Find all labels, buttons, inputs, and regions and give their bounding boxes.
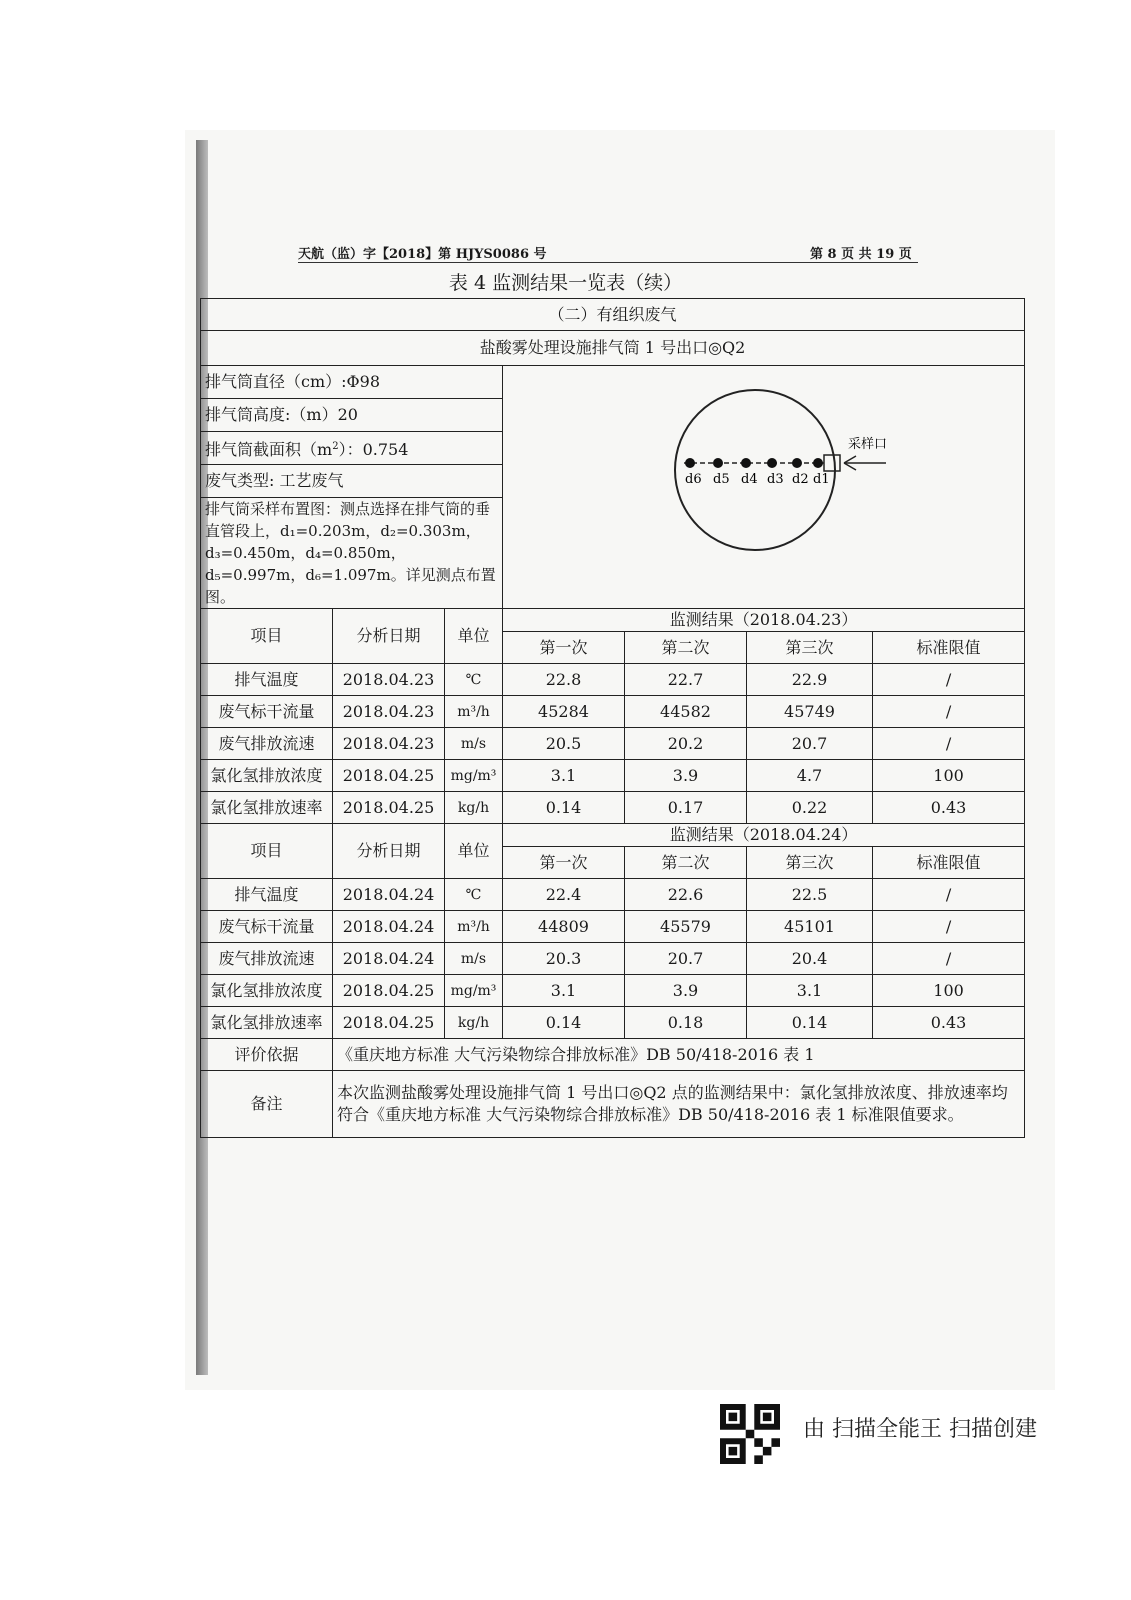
table-row — [201, 696, 1025, 728]
limit-cell: / — [873, 943, 1025, 975]
table-row — [201, 879, 1025, 911]
item-cell: 氯化氢排放速率 — [201, 1007, 333, 1039]
sampling-point-label: d6 — [684, 472, 702, 487]
remark-text: 本次监测盐酸雾处理设施排气筒 1 号出口◎Q2 点的监测结果中：氯化氢排放浓度、排放速率均符合《重庆地方标准 大气污染物综合排放标准》DB 50/418-2016 表 1 标准限值要求。 — [333, 1071, 1025, 1138]
item-cell: 废气标干流量 — [201, 911, 333, 943]
limit-cell: / — [873, 911, 1025, 943]
second-value-cell: 22.7 — [625, 664, 747, 696]
date-cell: 2018.04.25 — [333, 1007, 445, 1039]
limit-cell: / — [873, 696, 1025, 728]
result-heading: 监测结果（2018.04.23） — [503, 609, 1025, 632]
sampling-point-dot — [767, 458, 777, 468]
unit-cell: m/s — [445, 943, 503, 975]
sampling-port-box — [824, 455, 840, 471]
sampling-port-label: 采样口 — [847, 437, 887, 452]
stack-area — [201, 432, 503, 465]
first-value-cell: 3.1 — [503, 760, 625, 792]
col-item-header: 项目 — [201, 824, 333, 879]
unit-cell: m/s — [445, 728, 503, 760]
item-cell: 废气标干流量 — [201, 696, 333, 728]
third-value-cell: 20.7 — [747, 728, 873, 760]
second-value-cell: 3.9 — [625, 760, 747, 792]
third-value-cell: 45749 — [747, 696, 873, 728]
second-value-cell: 0.17 — [625, 792, 747, 824]
stack-height: 排气筒高度:（m）20 — [201, 399, 503, 432]
col-date-header: 分析日期 — [333, 824, 445, 879]
first-value-cell: 0.14 — [503, 792, 625, 824]
stack-area-suffix: ）：0.754 — [338, 439, 409, 459]
sampling-point-dot — [792, 458, 802, 468]
col-third-header: 第三次 — [747, 632, 873, 664]
scanner-watermark: 由 扫描全能王 扫描创建 — [803, 1417, 1037, 1442]
first-value-cell: 45284 — [503, 696, 625, 728]
sampling-point-label: d3 — [766, 472, 784, 487]
limit-cell: / — [873, 879, 1025, 911]
third-value-cell: 22.9 — [747, 664, 873, 696]
date-cell: 2018.04.23 — [333, 728, 445, 760]
col-third-header: 第三次 — [747, 847, 873, 879]
table-title: 表 4 监测结果一览表（续） — [448, 272, 683, 294]
third-value-cell: 20.4 — [747, 943, 873, 975]
col-limit-header: 标准限值 — [873, 847, 1025, 879]
third-value-cell: 22.5 — [747, 879, 873, 911]
third-value-cell: 0.22 — [747, 792, 873, 824]
unit-cell: m³/h — [445, 911, 503, 943]
item-cell: 废气排放流速 — [201, 728, 333, 760]
limit-cell: 0.43 — [873, 1007, 1025, 1039]
sampling-point-dot — [741, 458, 751, 468]
sampling-diagram-cell — [503, 366, 1025, 609]
sampling-point-label: d2 — [791, 472, 809, 487]
sampling-point-label: d4 — [740, 472, 758, 487]
first-value-cell: 0.14 — [503, 1007, 625, 1039]
section-heading: （二）有组织废气 — [201, 299, 1025, 331]
date-cell: 2018.04.25 — [333, 792, 445, 824]
item-cell: 排气温度 — [201, 664, 333, 696]
col-first-header: 第一次 — [503, 847, 625, 879]
second-value-cell: 20.7 — [625, 943, 747, 975]
sampling-layout-text: 排气筒采样布置图：测点选择在排气筒的垂直管段上，d₁=0.203m，d₂=0.303m，d₃=0.450m，d₄=0.850m，d₅=0.997m，d₆=1.097m。详见测点布置图。 — [201, 498, 503, 609]
stack-area-sup: 2 — [332, 440, 339, 452]
unit-cell: ℃ — [445, 879, 503, 911]
third-value-cell: 3.1 — [747, 975, 873, 1007]
second-value-cell: 0.18 — [625, 1007, 747, 1039]
unit-cell: kg/h — [445, 1007, 503, 1039]
item-cell: 废气排放流速 — [201, 943, 333, 975]
unit-cell: ℃ — [445, 664, 503, 696]
date-cell: 2018.04.25 — [333, 975, 445, 1007]
stack-diameter: 排气筒直径（cm）:Φ98 — [201, 366, 503, 399]
second-value-cell: 45579 — [625, 911, 747, 943]
table-row — [201, 943, 1025, 975]
first-value-cell: 22.4 — [503, 879, 625, 911]
sampling-point-dot — [813, 458, 823, 468]
sampling-point-label: d5 — [712, 472, 730, 487]
item-cell: 氯化氢排放速率 — [201, 792, 333, 824]
basis-text: 《重庆地方标准 大气污染物综合排放标准》DB 50/418-2016 表 1 — [333, 1039, 1025, 1071]
col-date-header: 分析日期 — [333, 609, 445, 664]
sampling-point-diagram — [506, 372, 1022, 597]
table-row — [201, 760, 1025, 792]
item-cell: 氯化氢排放浓度 — [201, 975, 333, 1007]
first-value-cell: 20.3 — [503, 943, 625, 975]
results-table — [200, 298, 1025, 1138]
limit-cell: 100 — [873, 760, 1025, 792]
remark-label: 备注 — [201, 1071, 333, 1138]
second-value-cell: 22.6 — [625, 879, 747, 911]
item-cell: 排气温度 — [201, 879, 333, 911]
report-number: 天航（监）字【2018】第 HJYS0086 号 — [298, 247, 547, 262]
sampling-point-dot — [685, 458, 695, 468]
first-value-cell: 44809 — [503, 911, 625, 943]
item-cell: 氯化氢排放浓度 — [201, 760, 333, 792]
date-cell: 2018.04.23 — [333, 664, 445, 696]
limit-cell: 0.43 — [873, 792, 1025, 824]
first-value-cell: 20.5 — [503, 728, 625, 760]
col-limit-header: 标准限值 — [873, 632, 1025, 664]
unit-cell: kg/h — [445, 792, 503, 824]
limit-cell: / — [873, 728, 1025, 760]
date-cell: 2018.04.24 — [333, 943, 445, 975]
first-value-cell: 22.8 — [503, 664, 625, 696]
third-value-cell: 4.7 — [747, 760, 873, 792]
third-value-cell: 45101 — [747, 911, 873, 943]
table-row — [201, 911, 1025, 943]
col-second-header: 第二次 — [625, 847, 747, 879]
unit-cell: m³/h — [445, 696, 503, 728]
basis-label: 评价依据 — [201, 1039, 333, 1071]
second-value-cell: 3.9 — [625, 975, 747, 1007]
location-heading: 盐酸雾处理设施排气筒 1 号出口◎Q2 — [201, 331, 1025, 366]
table-row — [201, 728, 1025, 760]
col-unit-header: 单位 — [445, 824, 503, 879]
gas-type: 废气类型: 工艺废气 — [201, 465, 503, 498]
first-value-cell: 3.1 — [503, 975, 625, 1007]
stack-cross-section — [675, 390, 835, 550]
table-row — [201, 1007, 1025, 1039]
col-first-header: 第一次 — [503, 632, 625, 664]
page-number: 第 8 页 共 19 页 — [810, 247, 912, 262]
date-cell: 2018.04.23 — [333, 696, 445, 728]
sampling-point-dot — [713, 458, 723, 468]
third-value-cell: 0.14 — [747, 1007, 873, 1039]
header-rule — [298, 262, 918, 263]
result-heading: 监测结果（2018.04.24） — [503, 824, 1025, 847]
stack-area-prefix: 排气筒截面积（m — [205, 439, 333, 459]
table-row — [201, 975, 1025, 1007]
unit-cell: mg/m³ — [445, 760, 503, 792]
col-second-header: 第二次 — [625, 632, 747, 664]
date-cell: 2018.04.24 — [333, 879, 445, 911]
date-cell: 2018.04.25 — [333, 760, 445, 792]
second-value-cell: 20.2 — [625, 728, 747, 760]
table-row — [201, 792, 1025, 824]
col-unit-header: 单位 — [445, 609, 503, 664]
date-cell: 2018.04.24 — [333, 911, 445, 943]
unit-cell: mg/m³ — [445, 975, 503, 1007]
qr-code-icon — [720, 1404, 780, 1464]
col-item-header: 项目 — [201, 609, 333, 664]
sampling-point-label: d1 — [812, 472, 830, 487]
limit-cell: 100 — [873, 975, 1025, 1007]
table-row — [201, 664, 1025, 696]
limit-cell: / — [873, 664, 1025, 696]
second-value-cell: 44582 — [625, 696, 747, 728]
